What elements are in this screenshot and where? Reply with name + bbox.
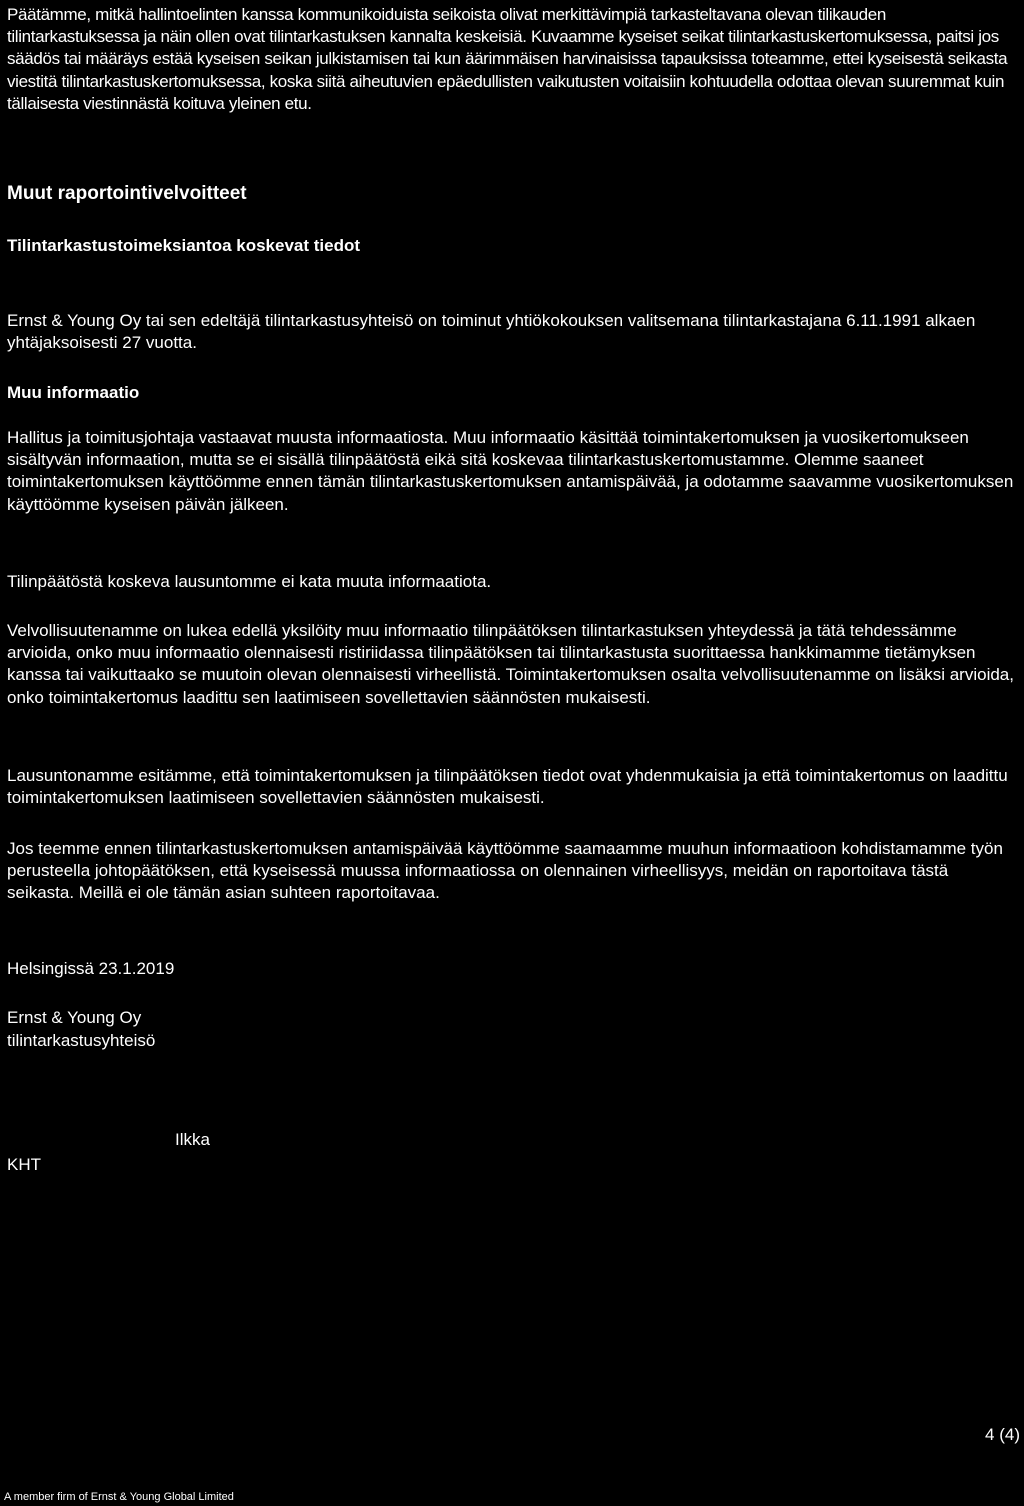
other-info-paragraph-2: Tilinpäätöstä koskeva lausuntomme ei kata muuta informaatiota. xyxy=(7,572,492,591)
intro-paragraph: Päätämme, mitkä hallintoelinten kanssa kommunikoiduista seikoista olivat merkittävimpiä tarkasteltavana olevan tilikauden tilintarkastuksessa ja näin ollen ovat tilintarkastuksen kannalta keskeisiä. Kuvaamme kyseiset seikat tilintarkastuskertomuksessa, paitsi jos säädös tai määräys estää kyseisen seikan julkistamisen tai kun äärimmäisen harvinaisissa tapauksissa toteamme, ettei kyseisestä seikasta viestitä tilintarkastuskertomuksessa, koska siitä aiheutuvien epäedullisten vaikutusten voitaisiin kohtuudella odottaa olevan suuremmat kuin tällaisesta viestinnästä koituva yleinen etu. xyxy=(7,5,1008,113)
footer-text: A member firm of Ernst & Young Global Limited xyxy=(4,1491,234,1503)
section-heading: Muut raportointivelvoitteet xyxy=(7,183,247,204)
place-date: Helsingissä 23.1.2019 xyxy=(7,959,175,978)
engagement-paragraph: Ernst & Young Oy tai sen edeltäjä tilintarkastusyhteisö on toiminut yhtiökokouksen valitsemana tilintarkastajana 6.11.1991 alkaen yhtäjaksoisesti 27 vuotta. xyxy=(7,311,976,353)
signer-title: KHT xyxy=(7,1155,41,1174)
other-info-paragraph-5: Jos teemme ennen tilintarkastuskertomuksen antamispäivää käyttöömme saamaamme muuhun informaatioon kohdistamamme työn perusteella johtopäätöksen, että kyseisessä muussa informaatiossa on olennainen virheellisyys, meidän on raportoitava tästä seikasta. Meillä ei ole tämän asian suhteen raportoitavaa. xyxy=(7,839,1003,903)
other-info-paragraph-3: Velvollisuutenamme on lukea edellä yksilöity muu informaatio tilinpäätöksen tilintarkastuksen yhteydessä ja tätä tehdessämme arvioida, onko muu informaatio olennaisesti ristiriidassa tilinpäätöksen tai tilintarkastusta suorittaessa hankkimamme tietämyksen kanssa tai vaikuttaako se muutoin olevan olennaisesti virheellistä. Toimintakertomuksen osalta velvollisuutenamme on lisäksi arvioida, onko toimintakertomus laadittu sen laatimiseen sovellettavien säännösten mukaisesti. xyxy=(7,621,1014,707)
engagement-heading: Tilintarkastustoimeksiantoa koskevat tiedot xyxy=(7,236,361,255)
signer-name: Ilkka xyxy=(175,1130,210,1149)
firm-name: Ernst & Young Oy xyxy=(7,1008,142,1027)
firm-type: tilintarkastusyhteisö xyxy=(7,1031,156,1050)
other-info-paragraph-1: Hallitus ja toimitusjohtaja vastaavat muusta informaatiosta. Muu informaatio käsittää toimintakertomuksen ja vuosikertomukseen sisältyvän informaation, mutta se ei sisällä tilinpäätöstä eikä sitä koskevaa tilintarkastuskertomustamme. Olemme saaneet toimintakertomuksen käyttöömme ennen tämän tilintarkastuskertomuksen antamispäivää, ja odotamme saavamme vuosikertomuksen käyttöömme kyseisen päivän jälkeen. xyxy=(7,428,1014,514)
page-number: 4 (4) xyxy=(985,1425,1020,1444)
other-info-heading: Muu informaatio xyxy=(7,383,140,402)
other-info-paragraph-4: Lausuntonamme esitämme, että toimintakertomuksen ja tilinpäätöksen tiedot ovat yhdenmukaisia ja että toimintakertomus on laadittu toimintakertomuksen laatimiseen sovellettavien säännösten mukaisesti. xyxy=(7,766,1008,808)
